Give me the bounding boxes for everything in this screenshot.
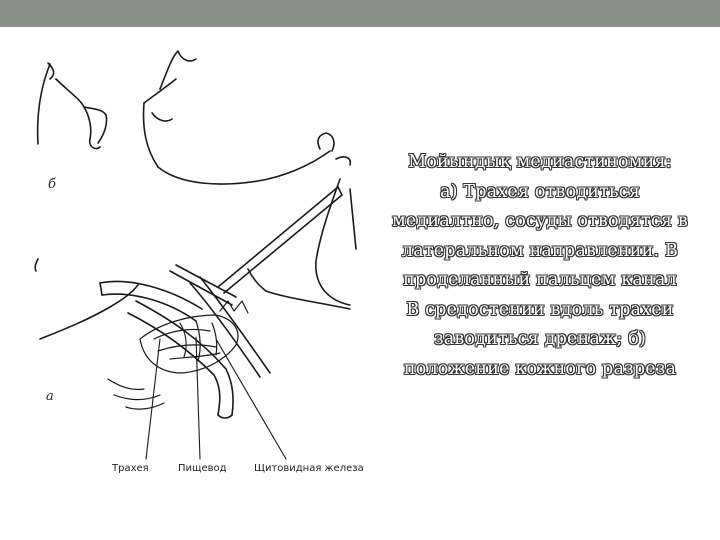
text-line: заводиться дренаж; б) [434,329,646,349]
head-profile-b [38,63,107,149]
caption-trachea: Трахея [112,463,149,474]
head-neck-a [35,51,356,339]
caption-thyroid: Щитовидная железа [254,463,364,474]
caption-esophagus: Пищевод [178,463,227,474]
slide [0,27,720,540]
text-line: Мойындық медиастиномия: [408,152,672,172]
text-line: медиалтно, сосуды отводятся в [392,211,688,231]
text-line: В средостении вдоль трахеи [406,299,674,320]
slide-description [364,148,716,384]
text-line: проделанный пальцем канал [403,270,677,290]
text-line: латеральном направлении. В [401,240,679,261]
surgical-illustration [20,39,370,484]
text-line: а) Трахея отводиться [439,181,641,202]
figure-label-a: а [46,389,54,404]
top-bar [0,0,720,27]
figure-label-b: б [48,177,56,192]
retractor [218,187,342,293]
text-line: положение кожного разреза [403,358,677,379]
drain-tubes [100,265,270,418]
operative-field [108,301,248,409]
